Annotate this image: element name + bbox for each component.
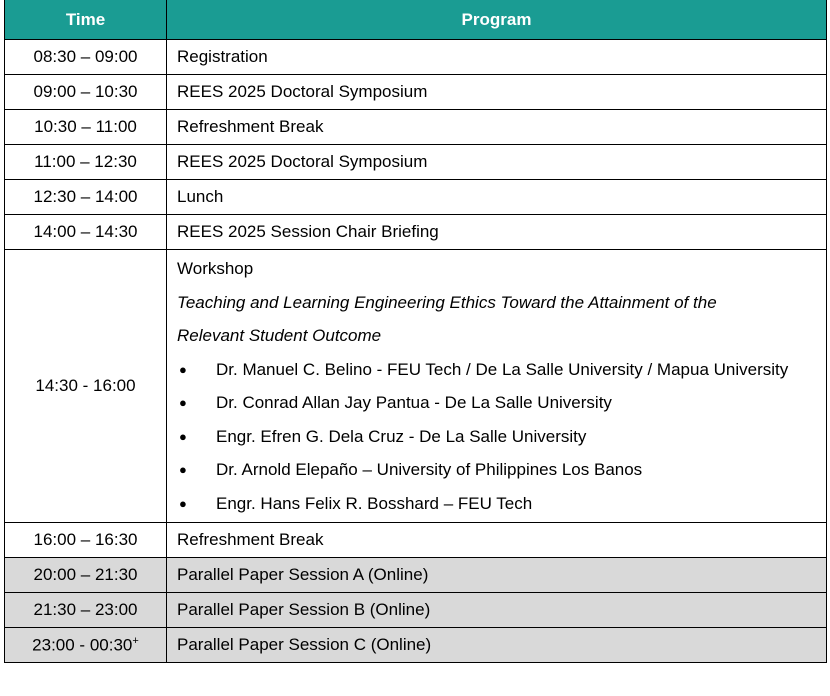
speaker-item (177, 453, 816, 487)
workshop-title-line-2: Relevant Student Outcome (177, 326, 382, 345)
schedule-row (5, 215, 827, 250)
program-cell: REES 2025 Session Chair Briefing (167, 215, 827, 250)
program-cell: Parallel Paper Session C (Online) (167, 628, 827, 663)
workshop-time-cell: 14:30 - 16:00 (5, 250, 167, 523)
program-cell: Lunch (167, 180, 827, 215)
speaker-name: Dr. Arnold Elepaño – University of Philippines Los Banos (216, 460, 643, 479)
time-cell: 14:00 – 14:30 (5, 215, 167, 250)
workshop-label: Workshop (177, 259, 254, 278)
speaker-list (177, 353, 816, 521)
time-cell: 11:00 – 12:30 (5, 145, 167, 180)
schedule-row (5, 145, 827, 180)
schedule-row (5, 75, 827, 110)
time-cell: 09:00 – 10:30 (5, 75, 167, 110)
time-cell: 21:30 – 23:00 (5, 593, 167, 628)
time-cell (5, 628, 167, 663)
next-day-marker: + (132, 634, 139, 647)
speaker-item (177, 420, 816, 454)
time-cell: 16:00 – 16:30 (5, 523, 167, 558)
header-row (5, 0, 827, 40)
time-cell: 12:30 – 14:00 (5, 180, 167, 215)
schedule-row (5, 523, 827, 558)
workshop-row (5, 250, 827, 523)
program-cell: Parallel Paper Session B (Online) (167, 593, 827, 628)
speaker-name: Dr. Conrad Allan Jay Pantua - De La Salle University (216, 393, 612, 412)
speaker-name: Engr. Efren G. Dela Cruz - De La Salle University (216, 426, 587, 446)
online-session-row (5, 558, 827, 593)
schedule-row (5, 110, 827, 145)
bullet-icon: ● (179, 428, 187, 444)
online-session-row (5, 593, 827, 628)
speaker-item (177, 386, 816, 420)
time-cell: 08:30 – 09:00 (5, 40, 167, 75)
workshop-program-cell (167, 250, 827, 523)
time-column-header: Time (5, 0, 167, 40)
program-cell: Refreshment Break (167, 523, 827, 558)
bullet-icon: ● (179, 495, 187, 511)
program-column-header: Program (167, 0, 827, 40)
online-session-row (5, 628, 827, 663)
speaker-name: Dr. Manuel C. Belino - FEU Tech / De La Salle University / Mapua University (216, 359, 789, 379)
program-cell: Refreshment Break (167, 110, 827, 145)
speaker-name: Engr. Hans Felix R. Bosshard – FEU Tech (216, 493, 533, 513)
time-cell: 10:30 – 11:00 (5, 110, 167, 145)
program-cell: Parallel Paper Session A (Online) (167, 558, 827, 593)
workshop-title-line-1: Teaching and Learning Engineering Ethics Toward the Attainment of the (177, 292, 717, 312)
time-cell: 20:00 – 21:30 (5, 558, 167, 593)
program-cell: REES 2025 Doctoral Symposium (167, 145, 827, 180)
program-schedule-table (4, 0, 827, 663)
schedule-row (5, 40, 827, 75)
bullet-icon: ● (179, 361, 187, 377)
speaker-item (177, 487, 816, 521)
program-cell: Registration (167, 40, 827, 75)
speaker-item (177, 353, 816, 387)
schedule-row (5, 180, 827, 215)
bullet-icon: ● (179, 395, 187, 410)
bullet-icon: ● (179, 462, 187, 477)
program-cell: REES 2025 Doctoral Symposium (167, 75, 827, 110)
time-text: 23:00 - 00:30 (32, 635, 133, 655)
